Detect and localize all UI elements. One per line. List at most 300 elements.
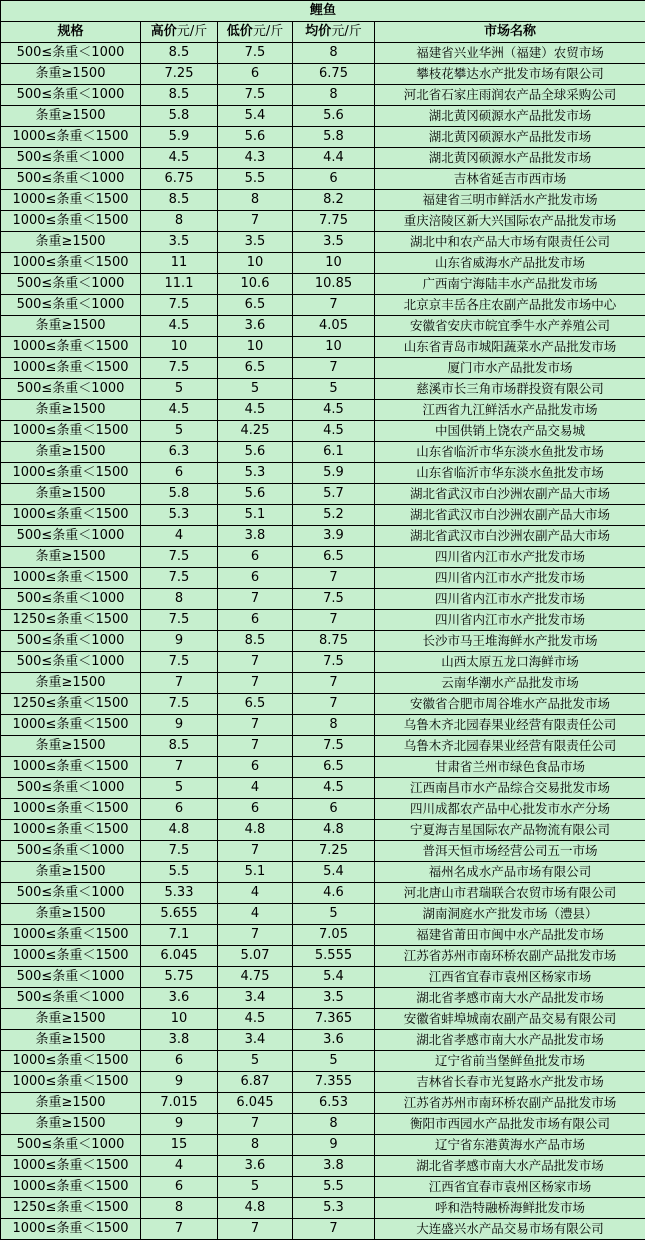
avg-price-cell: 7.355 (293, 1072, 375, 1093)
high-price-cell: 8.5 (141, 736, 218, 757)
market-name-cell: 湖北中和农产品大市场有限责任公司 (375, 232, 645, 253)
low-price-cell: 7 (218, 715, 293, 736)
table-row (1, 1030, 645, 1051)
low-price-cell: 10 (218, 253, 293, 274)
table-row (1, 652, 645, 673)
avg-price-cell: 7.5 (293, 736, 375, 757)
low-price-cell: 4 (218, 904, 293, 925)
high-price-cell: 8.5 (141, 43, 218, 64)
spec-cell: 1000≤条重＜1500 (1, 946, 141, 967)
low-price-cell: 7 (218, 841, 293, 862)
spec-cell: 500≤条重＜1000 (1, 1135, 141, 1156)
market-name-cell: 江西南昌市水产品综合交易批发市场 (375, 778, 645, 799)
low-price-cell: 7 (218, 652, 293, 673)
spec-cell: 500≤条重＜1000 (1, 778, 141, 799)
high-price-cell: 4.5 (141, 316, 218, 337)
high-price-cell: 5.9 (141, 127, 218, 148)
spec-cell: 1000≤条重＜1500 (1, 505, 141, 526)
low-price-cell: 4.5 (218, 1009, 293, 1030)
spec-cell: 1000≤条重＜1500 (1, 757, 141, 778)
header-market-name: 市场名称 (375, 22, 645, 43)
market-name-cell: 湖北黄冈硕源水产品批发市场 (375, 106, 645, 127)
table-row (1, 148, 645, 169)
market-name-cell: 山东省青岛市城阳蔬菜水产品批发市场 (375, 337, 645, 358)
table-row (1, 358, 645, 379)
high-price-cell: 9 (141, 715, 218, 736)
market-name-cell: 重庆涪陵区新大兴国际农产品批发市场 (375, 211, 645, 232)
avg-price-cell: 3.9 (293, 526, 375, 547)
header-high-unit: 元/斤 (176, 24, 208, 39)
avg-price-cell: 5.8 (293, 127, 375, 148)
avg-price-cell: 6.53 (293, 1093, 375, 1114)
market-name-cell: 福建省三明市鲜活水产批发市场 (375, 190, 645, 211)
spec-cell: 500≤条重＜1000 (1, 967, 141, 988)
table-row (1, 295, 645, 316)
low-price-cell: 6.87 (218, 1072, 293, 1093)
low-price-cell: 8 (218, 1135, 293, 1156)
table-row (1, 421, 645, 442)
market-name-cell: 甘肃省兰州市绿色食品市场 (375, 757, 645, 778)
market-name-cell: 湖北省孝感市南大水产品批发市场 (375, 1030, 645, 1051)
low-price-cell: 7 (218, 211, 293, 232)
low-price-cell: 5.1 (218, 505, 293, 526)
table-row (1, 757, 645, 778)
avg-price-cell: 5 (293, 1051, 375, 1072)
avg-price-cell: 7.05 (293, 925, 375, 946)
avg-price-cell: 4.05 (293, 316, 375, 337)
market-name-cell: 普洱天恒市场经营公司五一市场 (375, 841, 645, 862)
avg-price-cell: 4.5 (293, 421, 375, 442)
header-high-price (141, 22, 218, 43)
low-price-cell: 5 (218, 379, 293, 400)
spec-cell: 条重≥1500 (1, 736, 141, 757)
table-row (1, 400, 645, 421)
low-price-cell: 4 (218, 778, 293, 799)
spec-cell: 条重≥1500 (1, 1093, 141, 1114)
low-price-cell: 3.4 (218, 988, 293, 1009)
header-high-label: 高价 (150, 24, 177, 39)
spec-cell: 500≤条重＜1000 (1, 43, 141, 64)
spec-cell: 500≤条重＜1000 (1, 85, 141, 106)
header-low-unit: 元/斤 (252, 24, 284, 39)
low-price-cell: 6.5 (218, 295, 293, 316)
table-row (1, 778, 645, 799)
table-row (1, 610, 645, 631)
low-price-cell: 3.4 (218, 1030, 293, 1051)
table-row (1, 43, 645, 64)
market-name-cell: 湖北省武汉市白沙洲农副产品大市场 (375, 505, 645, 526)
header-low-label: 低价 (226, 24, 253, 39)
high-price-cell: 4 (141, 526, 218, 547)
table-row (1, 64, 645, 85)
low-price-cell: 5 (218, 1177, 293, 1198)
table-row (1, 946, 645, 967)
table-row (1, 1198, 645, 1219)
market-name-cell: 江西省宜春市袁州区杨家市场 (375, 1177, 645, 1198)
table-row (1, 127, 645, 148)
avg-price-cell: 10.85 (293, 274, 375, 295)
high-price-cell: 4.5 (141, 148, 218, 169)
table-row (1, 904, 645, 925)
table-row (1, 988, 645, 1009)
avg-price-cell: 7 (293, 694, 375, 715)
table-row (1, 1177, 645, 1198)
market-name-cell: 慈溪市长三角市场群投资有限公司 (375, 379, 645, 400)
table-row (1, 463, 645, 484)
spec-cell: 500≤条重＜1000 (1, 841, 141, 862)
market-name-cell: 厦门市水产品批发市场 (375, 358, 645, 379)
low-price-cell: 6.5 (218, 358, 293, 379)
avg-price-cell: 7 (293, 673, 375, 694)
table-row (1, 190, 645, 211)
avg-price-cell: 5.7 (293, 484, 375, 505)
low-price-cell: 6 (218, 757, 293, 778)
market-name-cell: 中国供销上饶农产品交易城 (375, 421, 645, 442)
spec-cell: 500≤条重＜1000 (1, 988, 141, 1009)
low-price-cell: 10 (218, 337, 293, 358)
table-row (1, 1156, 645, 1177)
market-name-cell: 湖北省孝感市南大水产品批发市场 (375, 988, 645, 1009)
market-name-cell: 福建省兴业华洲（福建）农贸市场 (375, 43, 645, 64)
header-avg-price (293, 22, 375, 43)
table-row (1, 820, 645, 841)
market-name-cell: 北京京丰岳各庄农副产品批发市场中心 (375, 295, 645, 316)
high-price-cell: 8 (141, 1198, 218, 1219)
high-price-cell: 10 (141, 1009, 218, 1030)
high-price-cell: 7.5 (141, 610, 218, 631)
low-price-cell: 3.5 (218, 232, 293, 253)
market-name-cell: 广西南宁海陆丰水产品批发市场 (375, 274, 645, 295)
table-row (1, 1219, 645, 1240)
low-price-cell: 5.3 (218, 463, 293, 484)
avg-price-cell: 10 (293, 253, 375, 274)
high-price-cell: 9 (141, 1072, 218, 1093)
low-price-cell: 7 (218, 925, 293, 946)
market-name-cell: 四川省内江市水产批发市场 (375, 568, 645, 589)
spec-cell: 500≤条重＜1000 (1, 379, 141, 400)
avg-price-cell: 8.75 (293, 631, 375, 652)
avg-price-cell: 3.6 (293, 1030, 375, 1051)
avg-price-cell: 6.5 (293, 757, 375, 778)
high-price-cell: 5 (141, 421, 218, 442)
high-price-cell: 7.1 (141, 925, 218, 946)
avg-price-cell: 3.5 (293, 232, 375, 253)
high-price-cell: 6.3 (141, 442, 218, 463)
table-row (1, 442, 645, 463)
low-price-cell: 5.1 (218, 862, 293, 883)
spec-cell: 500≤条重＜1000 (1, 295, 141, 316)
high-price-cell: 5.655 (141, 904, 218, 925)
avg-price-cell: 4.6 (293, 883, 375, 904)
header-avg-label: 均价 (305, 24, 332, 39)
low-price-cell: 4 (218, 883, 293, 904)
spec-cell: 条重≥1500 (1, 1009, 141, 1030)
low-price-cell: 7.5 (218, 43, 293, 64)
high-price-cell: 7.5 (141, 694, 218, 715)
spec-cell: 1000≤条重＜1500 (1, 820, 141, 841)
low-price-cell: 5 (218, 1051, 293, 1072)
market-name-cell: 江苏省苏州市南环桥农副产品批发市场 (375, 946, 645, 967)
high-price-cell: 6.75 (141, 169, 218, 190)
avg-price-cell: 5.2 (293, 505, 375, 526)
table-row (1, 232, 645, 253)
table-row (1, 925, 645, 946)
spec-cell: 500≤条重＜1000 (1, 883, 141, 904)
low-price-cell: 6.045 (218, 1093, 293, 1114)
table-row (1, 1009, 645, 1030)
market-name-cell: 安徽省安庆市皖宜季牛水产养殖公司 (375, 316, 645, 337)
market-name-cell: 安徽省蚌埠城南农副产品交易有限公司 (375, 1009, 645, 1030)
table-row (1, 85, 645, 106)
high-price-cell: 6.045 (141, 946, 218, 967)
low-price-cell: 4.8 (218, 1198, 293, 1219)
spec-cell: 条重≥1500 (1, 484, 141, 505)
market-name-cell: 湖南洞庭水产批发市场（澧县） (375, 904, 645, 925)
high-price-cell: 5.8 (141, 484, 218, 505)
low-price-cell: 3.8 (218, 526, 293, 547)
spec-cell: 1000≤条重＜1500 (1, 337, 141, 358)
avg-price-cell: 5.4 (293, 967, 375, 988)
table-row (1, 169, 645, 190)
high-price-cell: 5.75 (141, 967, 218, 988)
market-name-cell: 湖北黄冈硕源水产品批发市场 (375, 148, 645, 169)
avg-price-cell: 3.8 (293, 1156, 375, 1177)
spec-cell: 条重≥1500 (1, 106, 141, 127)
low-price-cell: 7 (218, 736, 293, 757)
avg-price-cell: 7.365 (293, 1009, 375, 1030)
market-name-cell: 衡阳市西园水产品批发市场有限公司 (375, 1114, 645, 1135)
spec-cell: 1000≤条重＜1500 (1, 190, 141, 211)
high-price-cell: 5.5 (141, 862, 218, 883)
avg-price-cell: 5.5 (293, 1177, 375, 1198)
table-row (1, 1072, 645, 1093)
avg-price-cell: 3.5 (293, 988, 375, 1009)
spec-cell: 条重≥1500 (1, 400, 141, 421)
low-price-cell: 4.8 (218, 820, 293, 841)
low-price-cell: 6 (218, 568, 293, 589)
market-name-cell: 辽宁省东港黄海水产品市场 (375, 1135, 645, 1156)
low-price-cell: 5.6 (218, 127, 293, 148)
avg-price-cell: 7 (293, 295, 375, 316)
avg-price-cell: 10 (293, 337, 375, 358)
spec-cell: 500≤条重＜1000 (1, 526, 141, 547)
avg-price-cell: 5.9 (293, 463, 375, 484)
market-name-cell: 大连盛兴水产品交易市场有限公司 (375, 1219, 645, 1240)
market-name-cell: 河北唐山市君瑞联合农贸市场有限公司 (375, 883, 645, 904)
market-name-cell: 江西省宜春市袁州区杨家市场 (375, 967, 645, 988)
high-price-cell: 5.8 (141, 106, 218, 127)
avg-price-cell: 7 (293, 610, 375, 631)
high-price-cell: 5 (141, 778, 218, 799)
high-price-cell: 6 (141, 1177, 218, 1198)
avg-price-cell: 7 (293, 358, 375, 379)
spec-cell: 条重≥1500 (1, 442, 141, 463)
avg-price-cell: 4.4 (293, 148, 375, 169)
avg-price-cell: 7 (293, 568, 375, 589)
avg-price-cell: 6 (293, 799, 375, 820)
table-row (1, 253, 645, 274)
spec-cell: 条重≥1500 (1, 1114, 141, 1135)
low-price-cell: 7 (218, 673, 293, 694)
high-price-cell: 7 (141, 1219, 218, 1240)
market-name-cell: 山西太原五龙口海鲜市场 (375, 652, 645, 673)
market-name-cell: 河北省石家庄雨润农产品全球采购公司 (375, 85, 645, 106)
avg-price-cell: 4.8 (293, 820, 375, 841)
spec-cell: 条重≥1500 (1, 862, 141, 883)
table-row (1, 799, 645, 820)
spec-cell: 1250≤条重＜1500 (1, 1198, 141, 1219)
spec-cell: 条重≥1500 (1, 1030, 141, 1051)
high-price-cell: 7.5 (141, 841, 218, 862)
high-price-cell: 7 (141, 757, 218, 778)
high-price-cell: 7 (141, 673, 218, 694)
high-price-cell: 11 (141, 253, 218, 274)
high-price-cell: 4 (141, 1156, 218, 1177)
market-name-cell: 安徽省合肥市周谷堆水产品批发市场 (375, 694, 645, 715)
avg-price-cell: 8 (293, 1114, 375, 1135)
spec-cell: 条重≥1500 (1, 673, 141, 694)
low-price-cell: 5.5 (218, 169, 293, 190)
high-price-cell: 7.5 (141, 568, 218, 589)
low-price-cell: 3.6 (218, 1156, 293, 1177)
table-title: 鲤鱼 (1, 1, 645, 22)
table-row (1, 589, 645, 610)
spec-cell: 1000≤条重＜1500 (1, 1156, 141, 1177)
high-price-cell: 4.8 (141, 820, 218, 841)
low-price-cell: 6.5 (218, 694, 293, 715)
low-price-cell: 8.5 (218, 631, 293, 652)
high-price-cell: 6 (141, 1051, 218, 1072)
low-price-cell: 5.4 (218, 106, 293, 127)
table-row (1, 883, 645, 904)
high-price-cell: 6 (141, 799, 218, 820)
avg-price-cell: 4.5 (293, 778, 375, 799)
avg-price-cell: 6.1 (293, 442, 375, 463)
low-price-cell: 7 (218, 1114, 293, 1135)
header-row (1, 22, 645, 43)
avg-price-cell: 5.555 (293, 946, 375, 967)
spec-cell: 1000≤条重＜1500 (1, 463, 141, 484)
low-price-cell: 7.5 (218, 85, 293, 106)
high-price-cell: 11.1 (141, 274, 218, 295)
avg-price-cell: 5.3 (293, 1198, 375, 1219)
low-price-cell: 6 (218, 64, 293, 85)
market-name-cell: 宁夏海吉星国际农产品物流有限公司 (375, 820, 645, 841)
spec-cell: 1000≤条重＜1500 (1, 1051, 141, 1072)
table-row (1, 1093, 645, 1114)
table-row (1, 526, 645, 547)
spec-cell: 500≤条重＜1000 (1, 631, 141, 652)
table-row (1, 106, 645, 127)
avg-price-cell: 7.75 (293, 211, 375, 232)
avg-price-cell: 5 (293, 904, 375, 925)
spec-cell: 条重≥1500 (1, 232, 141, 253)
market-name-cell: 湖北黄冈硕源水产品批发市场 (375, 127, 645, 148)
table-row (1, 631, 645, 652)
low-price-cell: 6 (218, 547, 293, 568)
table-row (1, 694, 645, 715)
table-row (1, 274, 645, 295)
high-price-cell: 3.6 (141, 988, 218, 1009)
spec-cell: 1000≤条重＜1500 (1, 799, 141, 820)
market-name-cell: 云南华潮水产品批发市场 (375, 673, 645, 694)
table-row (1, 1051, 645, 1072)
low-price-cell: 7 (218, 589, 293, 610)
spec-cell: 500≤条重＜1000 (1, 274, 141, 295)
market-name-cell: 四川省内江市水产批发市场 (375, 610, 645, 631)
high-price-cell: 5.33 (141, 883, 218, 904)
avg-price-cell: 9 (293, 1135, 375, 1156)
avg-price-cell: 8.2 (293, 190, 375, 211)
market-name-cell: 湖北省武汉市白沙洲农副产品大市场 (375, 526, 645, 547)
spec-cell: 1000≤条重＜1500 (1, 358, 141, 379)
avg-price-cell: 7 (293, 1219, 375, 1240)
spec-cell: 条重≥1500 (1, 547, 141, 568)
market-name-cell: 辽宁省前当堡鲜鱼批发市场 (375, 1051, 645, 1072)
high-price-cell: 8 (141, 211, 218, 232)
high-price-cell: 7.5 (141, 652, 218, 673)
low-price-cell: 6 (218, 799, 293, 820)
market-name-cell: 四川成都农产品中心批发市水产分场 (375, 799, 645, 820)
market-name-cell: 福建省莆田市闽中水产品批发市场 (375, 925, 645, 946)
market-name-cell: 呼和浩特融桥海鲜批发市场 (375, 1198, 645, 1219)
low-price-cell: 6 (218, 610, 293, 631)
avg-price-cell: 8 (293, 85, 375, 106)
market-name-cell: 山东省临沂市华东淡水鱼批发市场 (375, 463, 645, 484)
avg-price-cell: 4.5 (293, 400, 375, 421)
header-avg-unit: 元/斤 (331, 24, 362, 39)
avg-price-cell: 7.5 (293, 589, 375, 610)
high-price-cell: 9 (141, 631, 218, 652)
table-row (1, 841, 645, 862)
market-name-cell: 长沙市马王堆海鲜水产批发市场 (375, 631, 645, 652)
high-price-cell: 8.5 (141, 85, 218, 106)
low-price-cell: 10.6 (218, 274, 293, 295)
table-row (1, 337, 645, 358)
market-name-cell: 福州名成水产品市场有限公司 (375, 862, 645, 883)
market-name-cell: 吉林省延吉市西市场 (375, 169, 645, 190)
table-row (1, 211, 645, 232)
header-low-price (218, 22, 293, 43)
spec-cell: 条重≥1500 (1, 64, 141, 85)
spec-cell: 1000≤条重＜1500 (1, 715, 141, 736)
low-price-cell: 3.6 (218, 316, 293, 337)
table-row (1, 862, 645, 883)
high-price-cell: 10 (141, 337, 218, 358)
spec-cell: 500≤条重＜1000 (1, 589, 141, 610)
spec-cell: 条重≥1500 (1, 904, 141, 925)
high-price-cell: 15 (141, 1135, 218, 1156)
low-price-cell: 5.6 (218, 442, 293, 463)
market-name-cell: 四川省内江市水产批发市场 (375, 589, 645, 610)
high-price-cell: 8 (141, 589, 218, 610)
market-name-cell: 四川省内江市水产批发市场 (375, 547, 645, 568)
market-name-cell: 乌鲁木齐北园春果业经营有限责任公司 (375, 715, 645, 736)
spec-cell: 500≤条重＜1000 (1, 652, 141, 673)
avg-price-cell: 8 (293, 715, 375, 736)
spec-cell: 1000≤条重＜1500 (1, 568, 141, 589)
spec-cell: 1000≤条重＜1500 (1, 1219, 141, 1240)
table-row (1, 547, 645, 568)
spec-cell: 1000≤条重＜1500 (1, 253, 141, 274)
low-price-cell: 4.25 (218, 421, 293, 442)
high-price-cell: 7.015 (141, 1093, 218, 1114)
low-price-cell: 8 (218, 190, 293, 211)
avg-price-cell: 5.4 (293, 862, 375, 883)
avg-price-cell: 7.5 (293, 652, 375, 673)
low-price-cell: 5.07 (218, 946, 293, 967)
low-price-cell: 4.3 (218, 148, 293, 169)
